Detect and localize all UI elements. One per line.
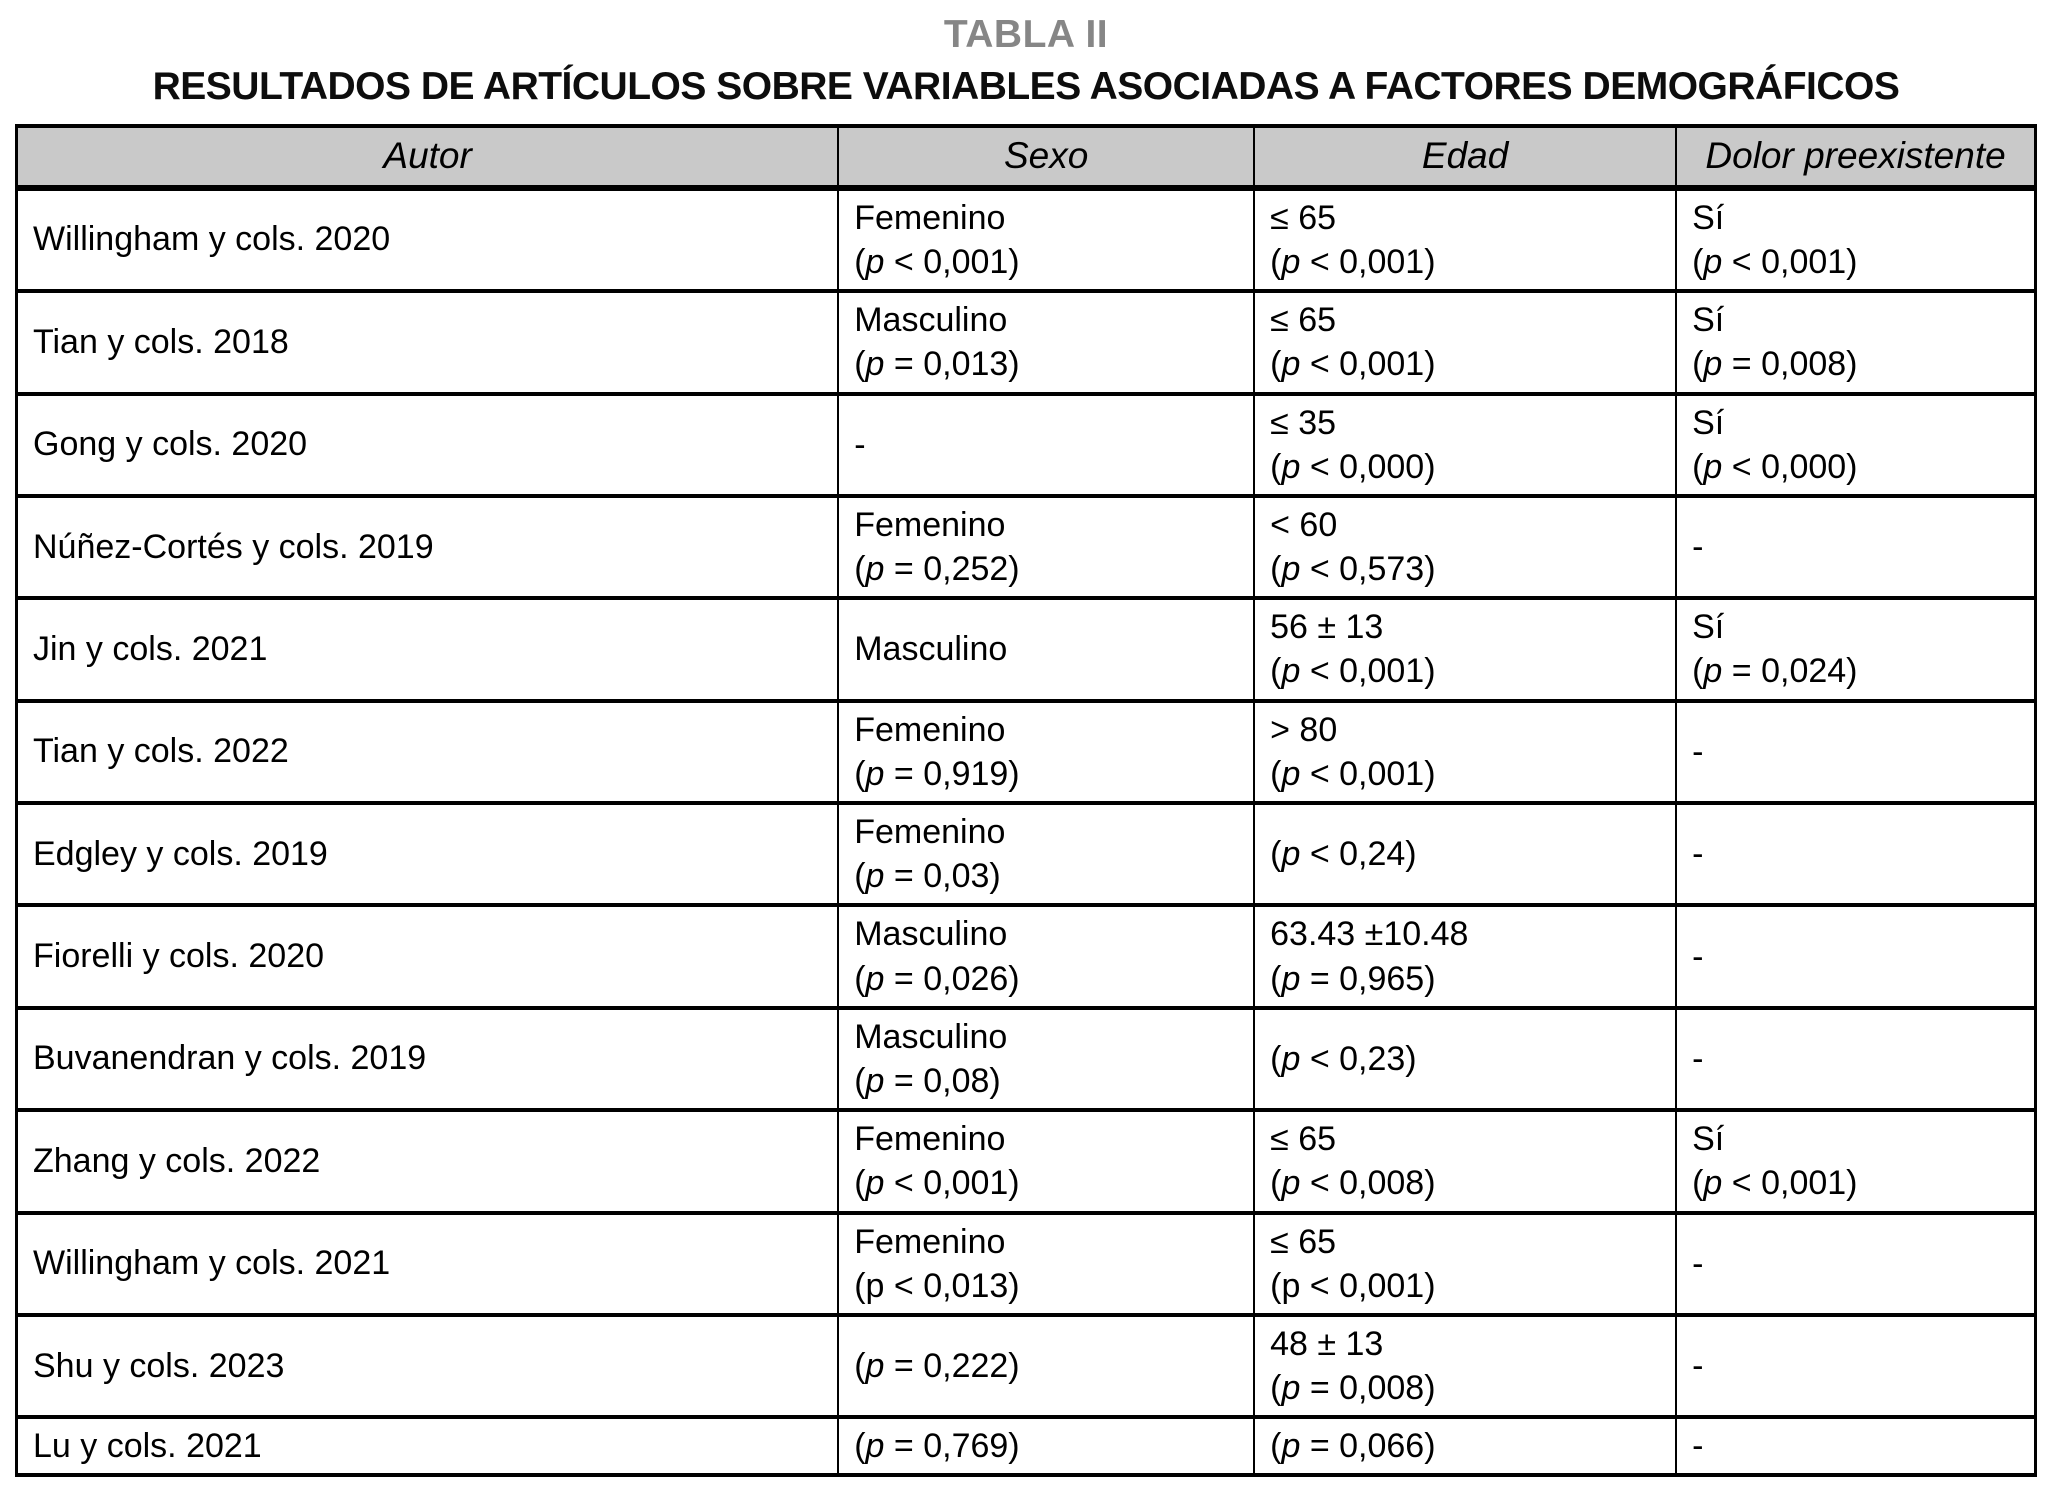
cell-line: > 80 <box>1270 710 1338 749</box>
cell-line: ≤ 65 <box>1270 1120 1337 1159</box>
cell-line: (p < 0,000) <box>1692 447 1858 486</box>
cell-line: ≤ 35 <box>1270 403 1337 442</box>
dolor-cell <box>1676 188 2035 291</box>
sexo-cell <box>838 496 1254 598</box>
cell-line: (p = 0,222) <box>854 1347 1020 1385</box>
author-cell: Fiorelli y cols. 2020 <box>17 905 839 1007</box>
table-header <box>17 126 2036 188</box>
sexo-cell <box>838 1417 1254 1475</box>
sexo-cell <box>838 803 1254 905</box>
author-cell: Willingham y cols. 2021 <box>17 1213 839 1315</box>
cell-line: 63.43 ±10.48 <box>1270 915 1469 954</box>
cell-line: Masculino <box>854 630 1008 669</box>
author-cell: Jin y cols. 2021 <box>17 598 839 700</box>
table-number-title: TABLA II <box>943 13 1109 56</box>
cell-line: - <box>1692 732 1704 771</box>
table-body <box>17 188 2036 1476</box>
cell-line: - <box>1692 528 1704 566</box>
table-row <box>17 598 2036 700</box>
cell-line: (p < 0,001) <box>1270 345 1436 384</box>
table-row <box>17 496 2036 598</box>
edad-cell <box>1254 701 1676 803</box>
cell-line: - <box>1692 1039 1704 1078</box>
cell-line: < 60 <box>1270 505 1338 544</box>
author-cell: Zhang y cols. 2022 <box>17 1110 839 1212</box>
table-row <box>17 803 2036 905</box>
dolor-cell <box>1676 1213 2035 1315</box>
cell-line: (p < 0,001) <box>854 242 1020 281</box>
cell-line: (p < 0,001) <box>1692 242 1858 281</box>
sexo-cell <box>838 905 1254 1007</box>
cell-line: (p = 0,008) <box>1692 345 1858 384</box>
dolor-cell <box>1676 1417 2035 1475</box>
table-row <box>17 1315 2036 1417</box>
cell-line: (p = 0,919) <box>854 754 1020 793</box>
table-row <box>17 1008 2036 1110</box>
dolor-cell <box>1676 701 2035 803</box>
cell-line: Masculino <box>854 915 1008 954</box>
table-subtitle: RESULTADOS DE ARTÍCULOS SOBRE VARIABLES ASOCIADAS A FACTORES DEMOGRÁFICOS <box>152 64 1900 108</box>
cell-line: (p < 0,001) <box>1270 1266 1436 1305</box>
dolor-cell <box>1676 1008 2035 1110</box>
cell-line: 48 ± 13 <box>1270 1324 1384 1363</box>
cell-line: (p < 0,001) <box>1270 652 1436 691</box>
dolor-cell <box>1676 496 2035 598</box>
cell-line: Sí <box>1692 198 1725 237</box>
cell-line: Femenino <box>854 1120 1006 1159</box>
author-cell: Gong y cols. 2020 <box>17 394 839 496</box>
paper-table-page <box>0 14 2052 1477</box>
cell-line: - <box>1692 937 1704 976</box>
sexo-cell <box>838 188 1254 291</box>
cell-line: ≤ 65 <box>1270 301 1337 340</box>
table-row <box>17 188 2036 291</box>
cell-line: (p < 0,573) <box>1270 550 1436 589</box>
cell-line: (p = 0,024) <box>1692 652 1858 691</box>
edad-cell <box>1254 905 1676 1007</box>
header-edad: Edad <box>1254 126 1676 188</box>
table-row <box>17 905 2036 1007</box>
table-row <box>17 701 2036 803</box>
dolor-cell <box>1676 1315 2035 1417</box>
sexo-cell <box>838 1008 1254 1110</box>
cell-line: Femenino <box>854 813 1006 852</box>
author-cell: Willingham y cols. 2020 <box>17 188 839 291</box>
author-cell: Lu y cols. 2021 <box>17 1417 839 1475</box>
cell-line: Masculino <box>854 1017 1008 1056</box>
dolor-cell <box>1676 803 2035 905</box>
cell-line: (p = 0,08) <box>854 1061 1001 1100</box>
sexo-cell <box>838 1213 1254 1315</box>
sexo-cell <box>838 701 1254 803</box>
cell-line: (p = 0,252) <box>854 550 1020 589</box>
cell-line: - <box>1692 835 1704 874</box>
edad-cell <box>1254 394 1676 496</box>
cell-line: (p < 0,001) <box>1692 1164 1858 1203</box>
cell-line: ≤ 65 <box>1270 1222 1337 1261</box>
cell-line: (p = 0,013) <box>854 345 1020 384</box>
cell-line: (p < 0,23) <box>1270 1039 1417 1078</box>
cell-line: (p < 0,001) <box>854 1164 1020 1203</box>
cell-line: - <box>1692 1347 1704 1385</box>
cell-line: Masculino <box>854 301 1008 340</box>
demographic-results-table <box>15 124 2037 1478</box>
edad-cell <box>1254 1315 1676 1417</box>
cell-line: (p < 0,001) <box>1270 754 1436 793</box>
edad-cell <box>1254 803 1676 905</box>
cell-line: (p = 0,066) <box>1270 1427 1436 1466</box>
author-cell: Edgley y cols. 2019 <box>17 803 839 905</box>
cell-line: (p = 0,03) <box>854 857 1001 896</box>
cell-line: Sí <box>1692 1120 1725 1159</box>
cell-line: (p < 0,008) <box>1270 1164 1436 1203</box>
edad-cell <box>1254 291 1676 393</box>
table-row <box>17 1213 2036 1315</box>
cell-line: (p = 0,965) <box>1270 959 1436 998</box>
author-cell: Buvanendran y cols. 2019 <box>17 1008 839 1110</box>
edad-cell <box>1254 598 1676 700</box>
author-cell: Núñez-Cortés y cols. 2019 <box>17 496 839 598</box>
header-autor: Autor <box>17 126 839 188</box>
cell-line: ≤ 65 <box>1270 198 1337 237</box>
cell-line: 56 ± 13 <box>1270 608 1384 647</box>
header-row <box>17 126 2036 188</box>
cell-line: (p = 0,769) <box>854 1427 1020 1466</box>
edad-cell <box>1254 1110 1676 1212</box>
cell-line: (p < 0,001) <box>1270 242 1436 281</box>
cell-line: - <box>854 425 866 464</box>
header-dolor-preexistente: Dolor preexistente <box>1676 126 2035 188</box>
dolor-cell <box>1676 905 2035 1007</box>
edad-cell <box>1254 496 1676 598</box>
cell-line: Femenino <box>854 198 1006 237</box>
cell-line: Sí <box>1692 301 1725 340</box>
edad-cell <box>1254 1417 1676 1475</box>
table-row <box>17 394 2036 496</box>
table-row <box>17 1417 2036 1475</box>
edad-cell <box>1254 1008 1676 1110</box>
table-row <box>17 1110 2036 1212</box>
author-cell: Tian y cols. 2022 <box>17 701 839 803</box>
sexo-cell <box>838 394 1254 496</box>
edad-cell <box>1254 188 1676 291</box>
dolor-cell <box>1676 291 2035 393</box>
dolor-cell <box>1676 1110 2035 1212</box>
dolor-cell <box>1676 598 2035 700</box>
cell-line: (p < 0,000) <box>1270 447 1436 486</box>
dolor-cell <box>1676 394 2035 496</box>
cell-line: - <box>1692 1427 1704 1466</box>
sexo-cell <box>838 598 1254 700</box>
cell-line: Sí <box>1692 608 1725 647</box>
cell-line: Sí <box>1692 403 1725 442</box>
cell-line: - <box>1692 1244 1704 1283</box>
sexo-cell <box>838 1110 1254 1212</box>
author-cell: Shu y cols. 2023 <box>17 1315 839 1417</box>
cell-line: (p < 0,24) <box>1270 835 1417 874</box>
cell-line: Femenino <box>854 505 1006 544</box>
cell-line: (p = 0,026) <box>854 959 1020 998</box>
cell-line: Femenino <box>854 1222 1006 1261</box>
edad-cell <box>1254 1213 1676 1315</box>
table-row <box>17 291 2036 393</box>
author-cell: Tian y cols. 2018 <box>17 291 839 393</box>
cell-line: (p = 0,008) <box>1270 1369 1436 1408</box>
sexo-cell <box>838 291 1254 393</box>
header-sexo: Sexo <box>838 126 1254 188</box>
sexo-cell <box>838 1315 1254 1417</box>
cell-line: (p < 0,013) <box>854 1266 1020 1305</box>
cell-line: Femenino <box>854 710 1006 749</box>
